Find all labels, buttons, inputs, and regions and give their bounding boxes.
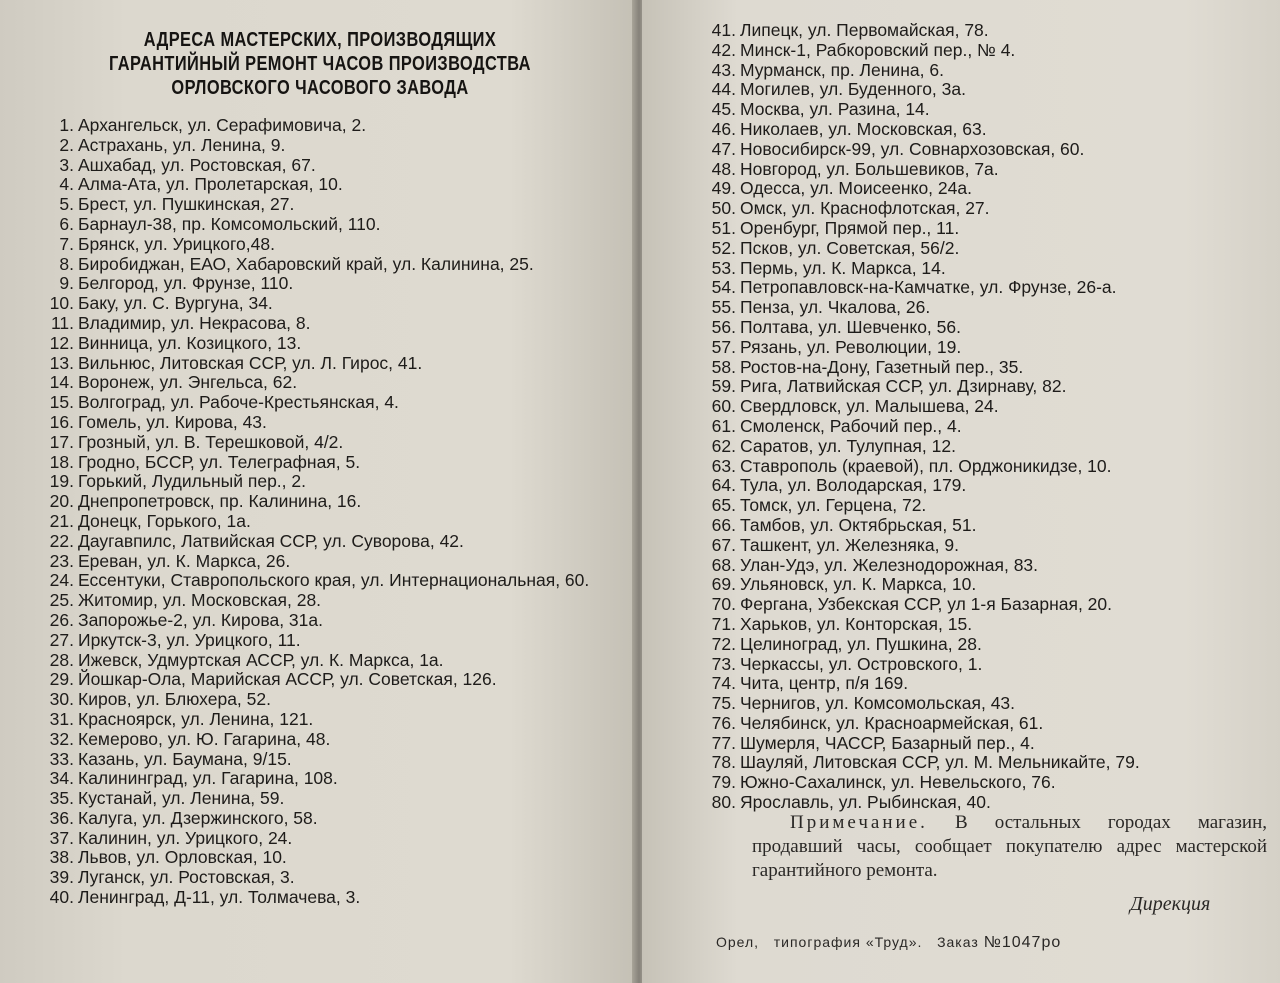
footnote-text: В остальных городах магазин, продавший часы, сообщает покупателю адрес мастерской гарантийного ремонта.	[752, 812, 1268, 881]
list-item	[38, 789, 598, 809]
item-number: 61.	[711, 415, 736, 436]
imprint-order-number: №1047ро	[983, 934, 1062, 951]
item-number: 70.	[711, 594, 736, 615]
list-item	[38, 651, 598, 671]
list-item	[700, 298, 1270, 318]
list-item	[38, 393, 598, 413]
item-number: 77.	[711, 732, 736, 753]
item-number: 76.	[711, 712, 736, 733]
list-item	[38, 710, 598, 730]
item-number: 64.	[711, 475, 736, 496]
item-address: Тамбов, ул. Октябрьская, 51.	[740, 514, 977, 535]
list-item	[38, 334, 598, 354]
item-number: 19.	[49, 471, 74, 492]
item-address: Новосибирск-99, ул. Совнархозовская, 60.	[740, 138, 1085, 159]
list-item	[700, 536, 1270, 556]
signature: Дирекция	[1130, 893, 1211, 915]
list-item	[700, 318, 1270, 338]
item-address: Гродно, БССР, ул. Телеграфная, 5.	[78, 451, 361, 472]
item-address: Ярославль, ул. Рыбинская, 40.	[740, 792, 991, 813]
list-item	[700, 734, 1270, 754]
list-item	[700, 377, 1270, 397]
item-number: 6.	[59, 213, 74, 234]
item-address: Чита, центр, п/я 169.	[740, 673, 909, 694]
item-number: 33.	[49, 748, 74, 769]
item-number: 44.	[711, 79, 736, 100]
item-number: 30.	[49, 689, 74, 710]
item-number: 51.	[711, 217, 736, 238]
item-address: Оренбург, Прямой пер., 11.	[740, 217, 960, 238]
item-number: 22.	[49, 530, 74, 551]
footnote	[752, 811, 1267, 883]
item-address: Даугавпилс, Латвийская ССР, ул. Суворова, 42.	[78, 530, 464, 551]
heading-line: ОРЛОВСКОГО ЧАСОВОГО ЗАВОДА	[171, 77, 469, 99]
item-address: Ижевск, Удмуртская АССР, ул. К. Маркса, 1а.	[78, 649, 444, 670]
imprint-printer: типография «Труд».	[773, 934, 923, 950]
item-address: Ростов-на-Дону, Газетный пер., 35.	[740, 356, 1024, 377]
item-number: 53.	[711, 257, 736, 278]
item-number: 72.	[711, 633, 736, 654]
item-number: 54.	[711, 277, 736, 298]
list-item	[700, 120, 1270, 140]
list-item	[700, 61, 1270, 81]
list-item	[38, 472, 598, 492]
item-number: 4.	[59, 174, 74, 195]
item-address: Красноярск, ул. Ленина, 121.	[78, 708, 314, 729]
list-item	[38, 848, 598, 868]
list-item	[700, 160, 1270, 180]
heading-line: АДРЕСА МАСТЕРСКИХ, ПРОИЗВОДЯЩИХ	[143, 29, 497, 51]
item-number: 69.	[711, 574, 736, 595]
list-item	[700, 21, 1270, 41]
item-address: Горький, Лудильный пер., 2.	[78, 471, 306, 492]
item-address: Фергана, Узбекская ССР, ул 1-я Базарная, 20.	[740, 594, 1112, 615]
item-address: Калинин, ул. Урицкого, 24.	[78, 827, 293, 848]
item-number: 38.	[49, 847, 74, 868]
list-item	[700, 259, 1270, 279]
item-number: 27.	[49, 629, 74, 650]
item-number: 74.	[711, 673, 736, 694]
list-item	[700, 338, 1270, 358]
list-item	[700, 199, 1270, 219]
list-item	[38, 591, 598, 611]
item-address: Омск, ул. Краснофлотская, 27.	[740, 198, 990, 219]
list-item	[700, 615, 1270, 635]
item-address: Тула, ул. Володарская, 179.	[740, 475, 967, 496]
list-item	[38, 255, 598, 275]
item-address: Ереван, ул. К. Маркса, 26.	[78, 550, 291, 571]
item-address: Ессентуки, Ставропольского края, ул. Интернациональная, 60.	[78, 570, 590, 591]
list-item	[38, 888, 598, 908]
item-address: Владимир, ул. Некрасова, 8.	[78, 312, 311, 333]
list-item	[38, 552, 598, 572]
item-number: 2.	[59, 134, 74, 155]
item-number: 78.	[711, 752, 736, 773]
address-list-right	[700, 21, 1270, 813]
list-item	[38, 631, 598, 651]
item-number: 48.	[711, 158, 736, 179]
item-number: 11.	[50, 312, 74, 333]
item-number: 52.	[711, 237, 736, 258]
item-number: 66.	[711, 514, 736, 535]
list-item	[38, 750, 598, 770]
list-item	[700, 476, 1270, 496]
list-item	[38, 136, 598, 156]
item-address: Гомель, ул. Кирова, 43.	[78, 411, 267, 432]
item-address: Николаев, ул. Московская, 63.	[740, 118, 987, 139]
list-item	[700, 417, 1270, 437]
list-item	[700, 655, 1270, 675]
item-number: 32.	[49, 728, 74, 749]
item-address: Днепропетровск, пр. Калинина, 16.	[78, 491, 362, 512]
item-number: 67.	[711, 534, 736, 555]
list-item	[38, 314, 598, 334]
list-item	[700, 278, 1270, 298]
list-item	[38, 611, 598, 631]
item-number: 43.	[711, 59, 736, 80]
item-address: Киров, ул. Блюхера, 52.	[78, 689, 271, 710]
item-address: Шумерля, ЧАССР, Базарный пер., 4.	[740, 732, 1035, 753]
list-item	[700, 694, 1270, 714]
list-item	[38, 294, 598, 314]
item-number: 80.	[711, 792, 736, 813]
item-number: 58.	[711, 356, 736, 377]
list-item	[700, 595, 1270, 615]
item-address: Казань, ул. Баумана, 9/15.	[78, 748, 292, 769]
item-address: Саратов, ул. Тулупная, 12.	[740, 435, 956, 456]
item-number: 9.	[59, 273, 74, 294]
item-number: 3.	[59, 154, 74, 175]
item-number: 47.	[711, 138, 736, 159]
item-number: 31.	[49, 708, 74, 729]
item-address: Ташкент, ул. Железняка, 9.	[740, 534, 959, 555]
list-item	[38, 195, 598, 215]
item-number: 23.	[49, 550, 74, 571]
item-address: Винница, ул. Козицкого, 13.	[78, 332, 302, 353]
item-address: Шауляй, Литовская ССР, ул. М. Мельникайте, 79.	[740, 752, 1140, 773]
item-address: Белгород, ул. Фрунзе, 110.	[78, 273, 294, 294]
item-address: Барнаул-38, пр. Комсомольский, 110.	[78, 213, 381, 234]
list-item	[38, 512, 598, 532]
list-item	[700, 714, 1270, 734]
list-item	[38, 175, 598, 195]
list-item	[700, 219, 1270, 239]
item-address: Харьков, ул. Конторская, 15.	[740, 613, 973, 634]
page-heading	[107, 28, 533, 100]
item-number: 7.	[59, 233, 74, 254]
item-address: Свердловск, ул. Малышева, 24.	[740, 396, 999, 417]
item-number: 65.	[711, 495, 736, 516]
address-list-left	[38, 116, 598, 908]
item-address: Пенза, ул. Чкалова, 26.	[740, 297, 931, 318]
item-number: 28.	[49, 649, 74, 670]
item-address: Ашхабад, ул. Ростовская, 67.	[78, 154, 316, 175]
item-address: Пермь, ул. К. Маркса, 14.	[740, 257, 946, 278]
item-address: Рязань, ул. Революции, 19.	[740, 336, 962, 357]
list-item	[38, 235, 598, 255]
list-item	[38, 730, 598, 750]
item-address: Брест, ул. Пушкинская, 27.	[78, 194, 295, 215]
item-address: Томск, ул. Герцена, 72.	[740, 495, 927, 516]
item-number: 50.	[711, 198, 736, 219]
item-number: 73.	[711, 653, 736, 674]
item-address: Петропавловск-на-Камчатке, ул. Фрунзе, 26-а.	[740, 277, 1117, 298]
item-number: 37.	[49, 827, 74, 848]
list-item	[38, 354, 598, 374]
item-number: 25.	[49, 590, 74, 611]
list-item	[38, 690, 598, 710]
item-address: Житомир, ул. Московская, 28.	[78, 590, 322, 611]
item-address: Биробиджан, ЕАО, Хабаровский край, ул. Калинина, 25.	[78, 253, 534, 274]
list-item	[38, 868, 598, 888]
item-address: Воронеж, ул. Энгельса, 62.	[78, 372, 298, 393]
item-number: 12.	[49, 332, 74, 353]
item-address: Иркутск-3, ул. Урицкого, 11.	[78, 629, 301, 650]
item-number: 59.	[711, 376, 736, 397]
item-address: Донецк, Горького, 1а.	[78, 510, 251, 531]
item-number: 39.	[49, 867, 74, 888]
list-item	[38, 492, 598, 512]
item-address: Архангельск, ул. Серафимовича, 2.	[78, 115, 367, 135]
item-number: 55.	[711, 297, 736, 318]
item-address: Кемерово, ул. Ю. Гагарина, 48.	[78, 728, 331, 749]
item-number: 15.	[49, 392, 74, 413]
item-number: 34.	[49, 768, 74, 789]
item-number: 46.	[711, 118, 736, 139]
item-number: 24.	[49, 570, 74, 591]
item-address: Чернигов, ул. Комсомольская, 43.	[740, 693, 1016, 714]
item-number: 45.	[711, 99, 736, 120]
item-number: 75.	[711, 693, 736, 714]
item-address: Астрахань, ул. Ленина, 9.	[78, 134, 286, 155]
list-item	[700, 635, 1270, 655]
imprint-order-label: Заказ	[937, 934, 979, 950]
item-address: Кустанай, ул. Ленина, 59.	[78, 788, 285, 809]
list-item	[700, 140, 1270, 160]
item-number: 5.	[59, 194, 74, 215]
item-address: Йошкар-Ола, Марийская АССР, ул. Советская, 126.	[78, 669, 497, 690]
item-address: Южно-Сахалинск, ул. Невельского, 76.	[740, 772, 1056, 793]
item-address: Запорожье-2, ул. Кирова, 31а.	[78, 609, 323, 630]
item-address: Грозный, ул. В. Терешковой, 4/2.	[78, 431, 344, 452]
item-number: 71.	[711, 613, 736, 634]
item-number: 10.	[49, 293, 74, 314]
item-number: 68.	[711, 554, 736, 575]
item-number: 62.	[711, 435, 736, 456]
item-number: 56.	[711, 316, 736, 337]
item-address: Полтава, ул. Шевченко, 56.	[740, 316, 961, 337]
item-address: Ульяновск, ул. К. Маркса, 10.	[740, 574, 977, 595]
item-address: Львов, ул. Орловская, 10.	[78, 847, 287, 868]
item-address: Брянск, ул. Урицкого,48.	[78, 233, 275, 254]
item-address: Минск-1, Рабкоровский пер., № 4.	[740, 39, 1016, 60]
item-address: Смоленск, Рабочий пер., 4.	[740, 415, 962, 436]
item-number: 57.	[711, 336, 736, 357]
footnote-label: Примечание.	[790, 812, 928, 833]
item-number: 1.	[59, 115, 74, 135]
list-item	[700, 437, 1270, 457]
item-number: 16.	[49, 411, 74, 432]
item-number: 41.	[711, 20, 736, 40]
list-item	[700, 358, 1270, 378]
list-item	[38, 571, 598, 591]
item-address: Рига, Латвийская ССР, ул. Дзирнаву, 82.	[740, 376, 1067, 397]
item-address: Могилев, ул. Буденного, 3а.	[740, 79, 966, 100]
print-imprint	[716, 934, 1061, 952]
item-address: Волгоград, ул. Рабоче-Крестьянская, 4.	[78, 392, 399, 413]
item-number: 20.	[49, 491, 74, 512]
list-item	[38, 433, 598, 453]
item-number: 21.	[49, 510, 74, 531]
item-address: Одесса, ул. Моисеенко, 24а.	[740, 178, 972, 199]
list-item	[38, 670, 598, 690]
item-address: Черкассы, ул. Островского, 1.	[740, 653, 983, 674]
item-number: 14.	[49, 372, 74, 393]
list-item	[38, 215, 598, 235]
list-item	[38, 769, 598, 789]
list-item	[700, 41, 1270, 61]
imprint-city: Орел,	[716, 934, 760, 950]
item-address: Липецк, ул. Первомайская, 78.	[740, 20, 989, 40]
list-item	[700, 575, 1270, 595]
heading-line: ГАРАНТИЙНЫЙ РЕМОНТ ЧАСОВ ПРОИЗВОДСТВА	[109, 53, 531, 75]
item-number: 63.	[711, 455, 736, 476]
item-address: Вильнюс, Литовская ССР, ул. Л. Гирос, 41.	[78, 352, 423, 373]
list-item	[38, 156, 598, 176]
item-address: Псков, ул. Советская, 56/2.	[740, 237, 960, 258]
list-item	[38, 373, 598, 393]
list-item	[38, 413, 598, 433]
item-address: Мурманск, пр. Ленина, 6.	[740, 59, 944, 80]
item-address: Алма-Ата, ул. Пролетарская, 10.	[78, 174, 343, 195]
item-address: Калининград, ул. Гагарина, 108.	[78, 768, 338, 789]
list-item	[38, 116, 598, 136]
list-item	[700, 793, 1270, 813]
list-item	[700, 239, 1270, 259]
item-address: Калуга, ул. Дзержинского, 58.	[78, 807, 318, 828]
item-number: 40.	[49, 887, 74, 908]
item-address: Ставрополь (краевой), пл. Орджоникидзе, 10.	[740, 455, 1112, 476]
list-item	[700, 496, 1270, 516]
item-address: Москва, ул. Разина, 14.	[740, 99, 930, 120]
list-item	[38, 809, 598, 829]
list-item	[38, 829, 598, 849]
list-item	[700, 397, 1270, 417]
list-item	[700, 100, 1270, 120]
list-item	[700, 753, 1270, 773]
item-number: 35.	[49, 788, 74, 809]
item-address: Челябинск, ул. Красноармейская, 61.	[740, 712, 1044, 733]
list-item	[700, 457, 1270, 477]
item-address: Улан-Удэ, ул. Железнодорожная, 83.	[740, 554, 1039, 575]
item-number: 60.	[711, 396, 736, 417]
list-item	[38, 532, 598, 552]
item-number: 49.	[711, 178, 736, 199]
item-address: Новгород, ул. Большевиков, 7а.	[740, 158, 999, 179]
item-number: 18.	[49, 451, 74, 472]
item-number: 26.	[49, 609, 74, 630]
list-item	[700, 516, 1270, 536]
list-item	[700, 179, 1270, 199]
item-number: 13.	[49, 352, 74, 373]
item-address: Луганск, ул. Ростовская, 3.	[78, 867, 295, 888]
item-number: 29.	[49, 669, 74, 690]
list-item	[700, 674, 1270, 694]
item-number: 8.	[59, 253, 74, 274]
item-number: 42.	[711, 39, 736, 60]
item-address: Ленинград, Д-11, ул. Толмачева, 3.	[78, 887, 361, 908]
item-number: 36.	[49, 807, 74, 828]
list-item	[700, 773, 1270, 793]
list-item	[38, 453, 598, 473]
item-address: Баку, ул. С. Вургуна, 34.	[78, 293, 273, 314]
list-item	[700, 80, 1270, 100]
item-number: 79.	[711, 772, 736, 793]
list-item	[38, 274, 598, 294]
list-item	[700, 556, 1270, 576]
item-address: Целиноград, ул. Пушкина, 28.	[740, 633, 982, 654]
item-number: 17.	[49, 431, 74, 452]
